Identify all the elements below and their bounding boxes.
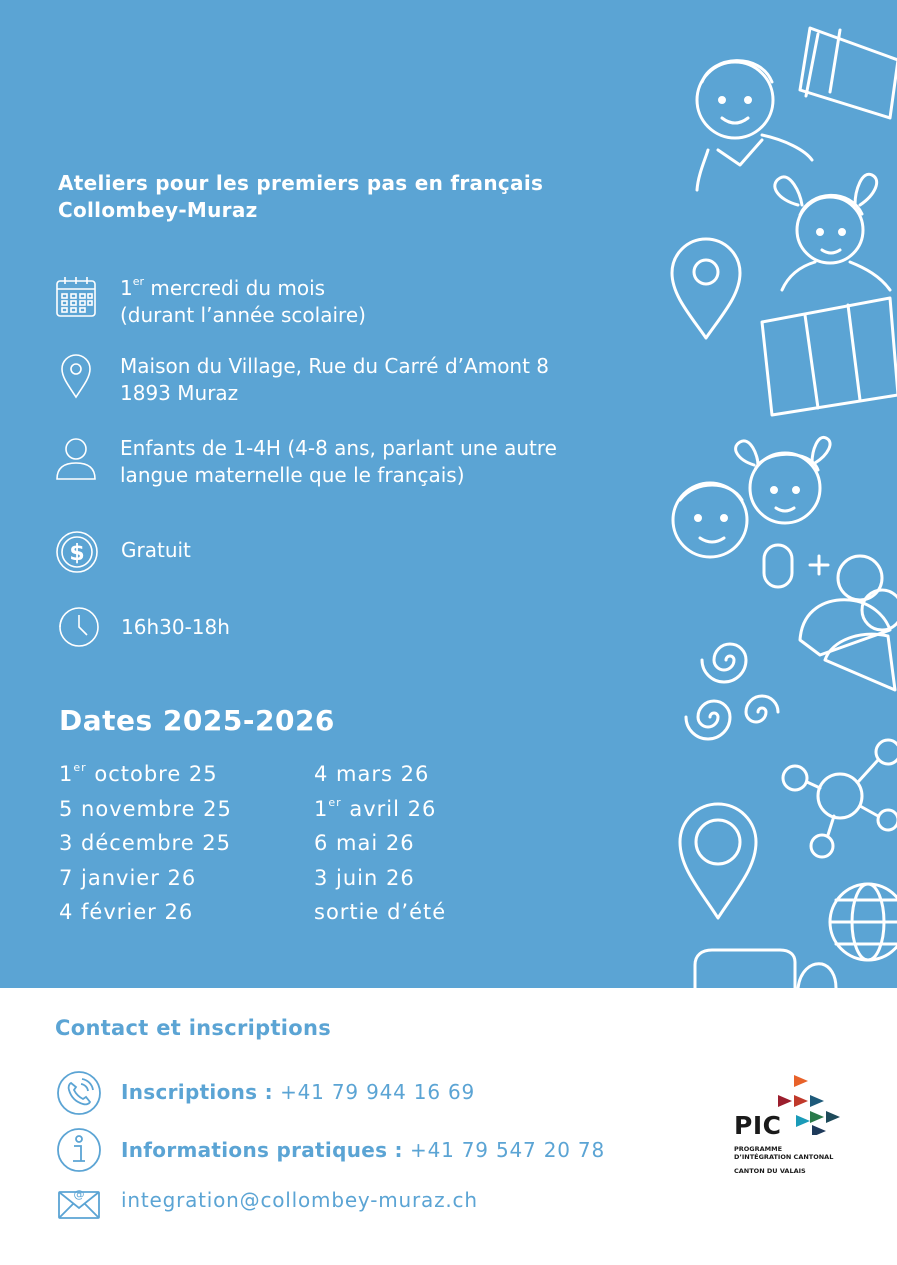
date-item: sortie d’été	[314, 900, 447, 924]
dates-column-2	[314, 757, 446, 930]
pic-logo-text: PIC	[734, 1111, 782, 1140]
calendar-icon	[54, 275, 100, 321]
phone-icon	[56, 1070, 102, 1116]
email-link[interactable]: integration@collombey-muraz.ch	[121, 1188, 478, 1212]
inscriptions-phone-link[interactable]: +41 79 944 16 69	[272, 1080, 476, 1104]
inscriptions-label: Inscriptions :	[121, 1080, 273, 1104]
pic-logo	[734, 1075, 854, 1185]
dollar-coin-icon	[54, 530, 100, 576]
network-icon	[783, 740, 897, 857]
spiral-icon	[686, 644, 778, 739]
svg-text:$: $	[69, 541, 85, 566]
title-line-2: Collombey-Muraz	[58, 198, 258, 222]
date-item: 7 janvier 26	[59, 865, 197, 890]
child-face-icon	[697, 61, 812, 190]
person-icon	[54, 435, 100, 481]
clock-icon	[54, 605, 100, 651]
pic-logo-subtitle: PROGRAMME D’INTÉGRATION CANTONAL	[734, 1145, 834, 1161]
dates-title: Dates 2025-2026	[59, 704, 335, 737]
location-pin-icon	[680, 804, 756, 918]
schedule-line-2: (durant l’année scolaire)	[120, 303, 366, 327]
schedule-line-1: mercredi du mois	[144, 276, 326, 300]
date-item: 1er avril 26	[314, 795, 437, 821]
hours-text: 16h30-18h	[121, 615, 230, 639]
place-line-2: 1893 Muraz	[120, 381, 239, 405]
location-pin-icon	[672, 239, 740, 338]
schedule-sup: er	[132, 275, 145, 289]
globe-icon	[830, 884, 897, 960]
children-faces-icon	[673, 437, 830, 557]
contact-panel	[0, 988, 897, 1265]
decorative-illustrations	[650, 0, 897, 988]
date-item: 6 mai 26	[314, 831, 415, 855]
info-label: Informations pratiques :	[121, 1138, 403, 1162]
date-item: 3 décembre 25	[59, 831, 232, 855]
date-item: 1er octobre 25	[59, 761, 218, 786]
info-phone-link[interactable]: +41 79 547 20 78	[402, 1138, 605, 1162]
audience-line-1: Enfants de 1-4H (4-8 ans, parlant une autre	[120, 436, 557, 460]
audience-line-2: langue maternelle que le français)	[120, 463, 465, 487]
schedule-ordinal: 1	[120, 276, 133, 300]
flag-icon	[762, 298, 897, 415]
date-item: 4 février 26	[59, 900, 194, 924]
date-item: 4 mars 26	[314, 762, 430, 786]
place-line-1: Maison du Village, Rue du Carré d’Amont 8	[120, 354, 550, 378]
date-item: 5 novembre 25	[59, 796, 232, 821]
date-item: 3 juin 26	[314, 865, 415, 890]
svg-text:@: @	[73, 1188, 85, 1201]
pic-logo-canton: CANTON DU VALAIS	[734, 1167, 806, 1175]
dates-column-1	[59, 757, 232, 930]
book-icon	[800, 28, 897, 118]
people-group-icon	[764, 545, 897, 690]
contact-title: Contact et inscriptions	[55, 1016, 332, 1040]
child-face-icon	[775, 174, 890, 290]
email-icon	[56, 1184, 102, 1220]
title-line-1: Ateliers pour les premiers pas en français	[58, 171, 544, 195]
info-icon	[56, 1127, 102, 1173]
page-title	[58, 170, 543, 224]
price-text: Gratuit	[121, 538, 191, 562]
speech-bubble-icon	[695, 950, 836, 988]
location-pin-icon	[54, 353, 100, 399]
